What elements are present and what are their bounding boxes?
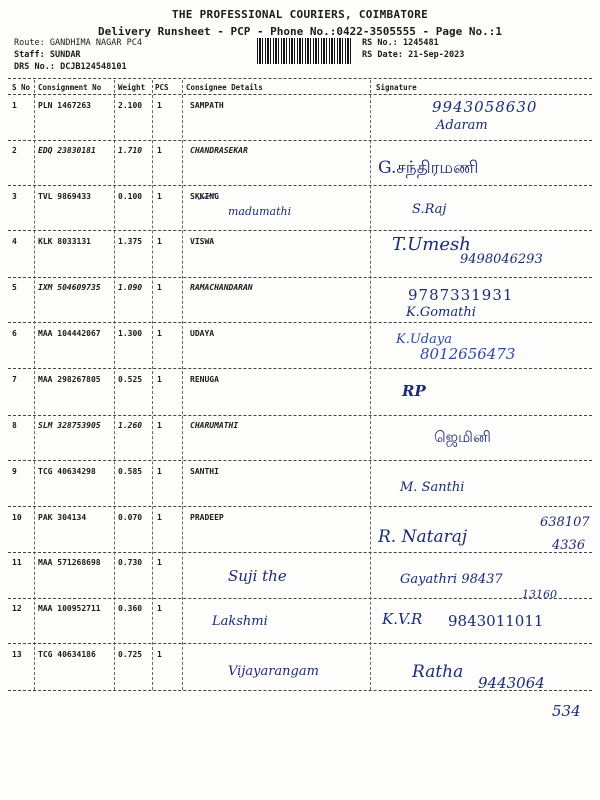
row-divider [8,368,592,369]
drs-value: DCJB124548101 [60,62,127,72]
row-divider [8,460,592,461]
row-consignee: RENUGA [190,375,219,384]
row-weight: 0.360 [118,604,143,613]
row-consignment: PAK 304134 [38,513,87,522]
runsheet-title: THE PROFESSIONAL COURIERS, COIMBATORE [171,8,429,21]
col-header-signature: Signature [376,83,417,92]
drs-label: DRS No.: [14,62,55,72]
row-divider [8,415,592,416]
row-pcs: 1 [157,375,162,384]
row-consignee: PRADEEP [190,513,224,522]
row-weight: 1.090 [118,283,143,292]
row-divider [8,230,592,231]
row-sno: 1 [12,101,17,110]
row-consignment: TVL 9869433 [38,192,91,201]
row-sno: 9 [12,467,17,476]
row-pcs: 1 [157,192,162,201]
col-header-weight: Weight [118,83,146,92]
handwritten-signature: G.சந்திரமணி [378,158,479,178]
rs-date-line [362,50,464,60]
row-divider [8,552,592,553]
row-divider [8,140,592,141]
row-consignment: MAA 100952711 [38,604,101,613]
row-consignee: CHARUMATHI [190,421,239,430]
rs-value: 1245481 [402,38,439,48]
col-header-consignment: Consignment No [38,83,102,92]
row-consignment: TCG 40634298 [38,467,96,476]
row-divider [8,506,592,507]
row-consignment: MAA 104442067 [38,329,101,338]
row-divider [8,277,592,278]
handwritten-phone: 8012656473 [420,345,516,363]
handwritten-phone: 9498046293 [460,252,543,267]
row-weight: 1.260 [118,421,143,430]
row-weight: 0.525 [118,375,143,384]
row-weight: 1.710 [118,146,143,155]
row-sno: 2 [12,146,17,155]
row-sno: 8 [12,421,17,430]
row-weight: 2.100 [118,101,143,110]
row-pcs: 1 [157,604,162,613]
row-weight: 0.725 [118,650,143,659]
handwritten-signature: T.Umesh [392,234,471,255]
route-value: GANDHIMA NAGAR PC4 [49,38,142,48]
col-header-consignee: Consignee Details [186,83,263,92]
row-pcs: 1 [157,650,162,659]
row-sno: 5 [12,283,17,292]
row-divider [8,185,592,186]
staff-line [14,50,81,60]
handwritten-phone: 9943058630 [432,98,538,116]
row-consignment: TCG 40634186 [38,650,96,659]
row-consignee: SKKING [190,192,219,201]
row-sno: 10 [12,513,22,522]
handwritten-signature: ஜெமினி [434,428,491,446]
row-pcs: 1 [157,467,162,476]
handwritten-note: 13160 [522,588,557,601]
row-consignment: MAA 571268698 [38,558,101,567]
row-consignee: CHANDRASEKAR [190,146,248,155]
row-consignment: KLK 8033131 [38,237,91,246]
row-divider [8,643,592,644]
staff-label: Staff: [14,50,45,60]
row-consignee: SANTHI [190,467,219,476]
row-sno: 4 [12,237,17,246]
row-consignee: VISWA [190,237,215,246]
row-consignment: MAA 298267805 [38,375,101,384]
runsheet-subtitle: Delivery Runsheet - PCP - Phone No.:0422-3505555 - Page No.:1 [98,25,502,38]
handwritten-signature: Gayathri 98437 [400,572,503,587]
row-pcs: 1 [157,513,162,522]
handwritten-note: madumathi [228,205,292,218]
handwritten-phone: 9787331931 [408,286,514,304]
row-pcs: 1 [157,329,162,338]
row-pcs: 1 [157,558,162,567]
route-line [14,38,142,48]
handwritten-note: 638107 [540,515,590,530]
row-pcs: 1 [157,101,162,110]
handwritten-phone: 9843011011 [448,612,544,630]
row-divider [8,598,592,599]
row-sno: 12 [12,604,22,613]
row-pcs: 1 [157,421,162,430]
handwritten-note: 4336 [552,538,586,553]
row-consignment: SLM 328753905 [38,421,101,430]
handwritten-signature: K.V.R [382,610,423,628]
row-consignee: RAMACHANDARAN [190,283,253,292]
row-weight: 0.100 [118,192,143,201]
rs-date-label: RS Date: [362,50,403,60]
row-sno: 7 [12,375,17,384]
col-header-sno: S No [12,83,31,92]
rs-line [362,38,439,48]
row-divider [8,322,592,323]
row-sno: 6 [12,329,17,338]
handwritten-note: Suji the [228,567,287,585]
row-weight: 0.585 [118,467,143,476]
row-pcs: 1 [157,283,162,292]
row-weight: 0.730 [118,558,143,567]
row-sno: 3 [12,192,17,201]
row-weight: 1.375 [118,237,143,246]
handwritten-phone: 9443064 [478,674,545,692]
col-header-pcs: PCS [155,83,169,92]
barcode [257,38,353,64]
row-consignment: PLN 1467263 [38,101,91,110]
handwritten-signature: RP [402,382,426,400]
row-consignee: SAMPATH [190,101,224,110]
row-consignment: IXM 504609735 [38,283,101,292]
table-top-rule [8,78,592,79]
handwritten-signature: Adaram [436,118,488,133]
handwritten-signature: M. Santhi [400,480,465,495]
drs-line [14,62,127,72]
handwritten-note: 534 [552,702,581,720]
header-bottom-rule [8,94,592,95]
handwritten-signature: S.Raj [412,202,447,217]
row-pcs: 1 [157,146,162,155]
row-pcs: 1 [157,237,162,246]
row-sno: 13 [12,650,22,659]
route-label: Route: [14,38,45,48]
handwritten-signature: K.Gomathi [406,305,476,320]
row-weight: 1.300 [118,329,143,338]
handwritten-signature: R. Nataraj [378,527,468,547]
handwritten-note: Vijayarangam [228,664,319,679]
rs-date-value: 21-Sep-2023 [408,50,465,60]
row-consignee: UDAYA [190,329,215,338]
row-weight: 0.070 [118,513,143,522]
handwritten-signature: Ratha [412,662,464,682]
rs-label: RS No.: [362,38,398,48]
staff-value: SUNDAR [49,50,81,60]
handwritten-note: Lakshmi [212,614,268,629]
row-consignment: EDQ 23830181 [38,146,96,155]
row-sno: 11 [12,558,22,567]
handwritten-signature: K.Udaya [396,332,452,347]
